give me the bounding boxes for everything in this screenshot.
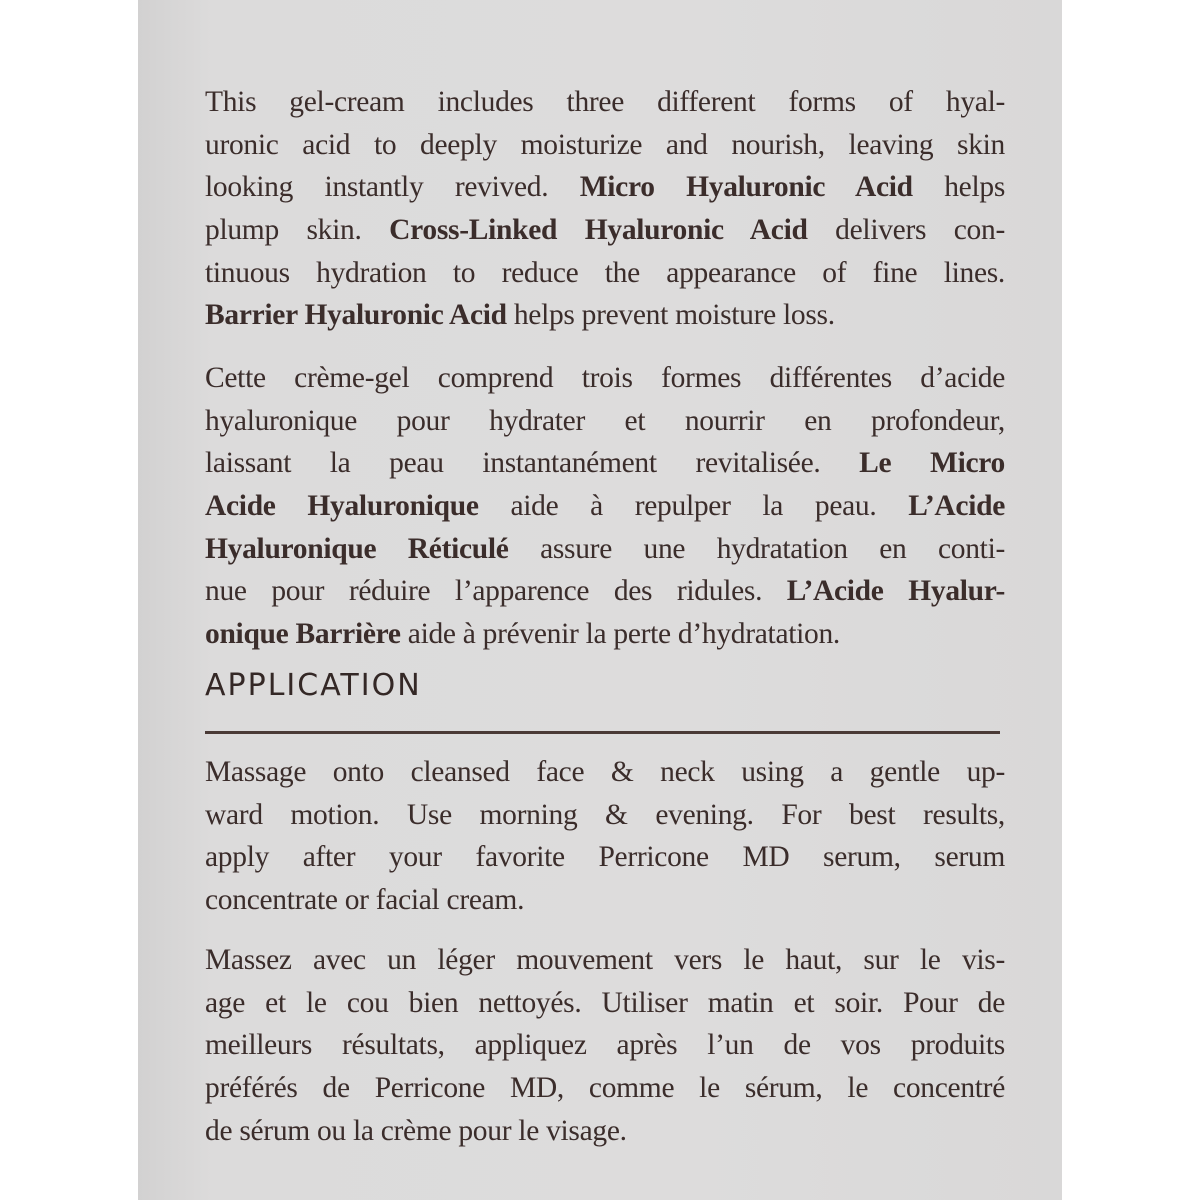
text-line xyxy=(205,570,1005,613)
text-line xyxy=(205,166,1005,209)
text-segment: nue pour réduire l’apparence des ridules. xyxy=(205,575,787,608)
text-segment: préférés de Perricone MD, comme le sérum, le concentré xyxy=(205,1072,1005,1105)
text-segment: aide à prévenir la perte d’hydratation. xyxy=(400,618,841,651)
text-segment: delivers con- xyxy=(807,214,1005,247)
divider xyxy=(205,731,1000,734)
text-line xyxy=(205,939,1005,982)
text-segment: helps prevent moisture loss. xyxy=(506,299,835,332)
bold-ingredient-name: Le Micro xyxy=(859,447,1005,480)
text-line xyxy=(205,400,1005,443)
text-line xyxy=(205,294,1005,337)
text-segment: de sérum ou la crème pour le visage. xyxy=(205,1114,627,1147)
description-english xyxy=(205,81,1005,337)
application-english xyxy=(205,751,1005,922)
text-line xyxy=(205,528,1005,571)
application-french xyxy=(205,939,1005,1152)
bold-ingredient-name: onique Barrière xyxy=(205,618,401,651)
text-line xyxy=(205,751,1005,794)
text-line xyxy=(205,209,1005,252)
text-segment: age et le cou bien nettoyés. Utiliser matin et soir. Pour de xyxy=(205,986,1005,1019)
text-line xyxy=(205,1024,1005,1067)
text-segment: apply after your favorite Perricone MD serum, serum xyxy=(205,841,1005,874)
bold-ingredient-name: L’Acide Hyalur- xyxy=(786,575,1005,608)
text-segment: tinuous hydration to reduce the appearance of fine lines. xyxy=(205,256,1005,289)
text-segment: helps xyxy=(912,171,1005,204)
text-segment: meilleurs résultats, appliquez après l’un de vos produits xyxy=(205,1029,1005,1062)
text-line xyxy=(205,252,1005,295)
text-line xyxy=(205,81,1005,124)
text-segment: uronic acid to deeply moisturize and nourish, leaving skin xyxy=(205,128,1005,161)
text-line xyxy=(205,357,1005,400)
bold-ingredient-name: L’Acide xyxy=(908,490,1006,523)
text-segment: concentrate or facial cream. xyxy=(205,884,525,917)
text-segment: This gel-cream includes three different forms of hyal- xyxy=(205,86,1005,118)
text-segment: laissant la peau instantanément revitalisée. xyxy=(205,447,860,480)
text-line xyxy=(205,982,1005,1025)
bold-ingredient-name: Cross-Linked Hyaluronic Acid xyxy=(389,214,808,247)
text-segment: assure une hydratation en conti- xyxy=(508,532,1005,565)
text-line xyxy=(205,124,1005,167)
text-segment: Cette crème-gel comprend trois formes différentes d’acide xyxy=(205,362,1005,394)
text-line xyxy=(205,613,1005,656)
description-french xyxy=(205,357,1005,656)
text-segment: looking instantly revived. xyxy=(205,171,580,204)
text-segment: hyaluronique pour hydrater et nourrir en profondeur, xyxy=(205,404,1005,437)
text-line xyxy=(205,1067,1005,1110)
bold-ingredient-name: Acide Hyaluronique xyxy=(205,490,479,523)
bold-ingredient-name: Hyaluronique Réticulé xyxy=(205,532,509,565)
text-line xyxy=(205,442,1005,485)
text-segment: Massage onto cleansed face & neck using a gentle up- xyxy=(205,756,1005,788)
text-line xyxy=(205,794,1005,837)
text-segment: Massez avec un léger mouvement vers le haut, sur le vis- xyxy=(205,944,1005,976)
text-line xyxy=(205,485,1005,528)
bold-ingredient-name: Micro Hyaluronic Acid xyxy=(579,171,913,204)
text-line xyxy=(205,836,1005,879)
text-line xyxy=(205,879,1005,922)
text-segment: aide à repulper la peau. xyxy=(478,490,909,523)
application-heading: APPLICATION xyxy=(205,668,422,703)
text-line xyxy=(205,1110,1005,1153)
text-segment: plump skin. xyxy=(205,214,390,247)
text-segment: ward motion. Use morning & evening. For best results, xyxy=(205,798,1005,831)
bold-ingredient-name: Barrier Hyaluronic Acid xyxy=(205,299,507,332)
